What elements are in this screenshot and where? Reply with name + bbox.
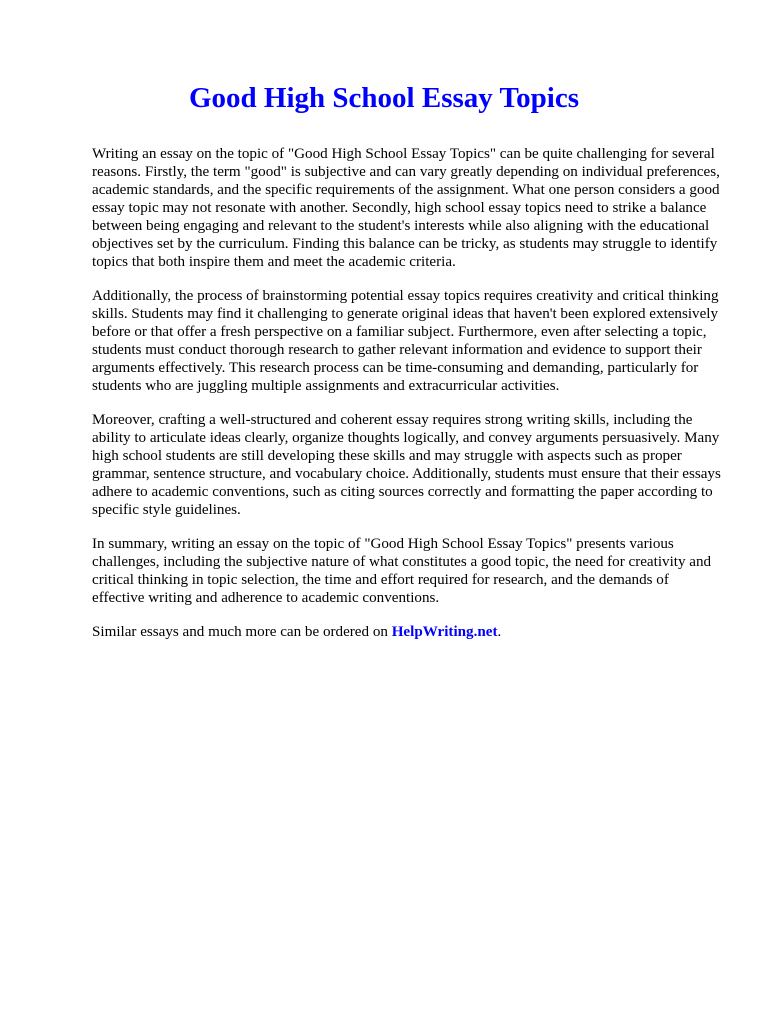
paragraph-1: Writing an essay on the topic of "Good High School Essay Topics" can be quite challenging for several reasons. Firstly, the term "good" is subjective and can vary greatly depending on individual preferences, academic standards, and the specific requirements of the assignment. What one person considers a good essay topic may not resonate with another. Secondly, high school essay topics need to strike a balance between being engaging and relevant to the student's interests while also aligning with the educational objectives set by the curriculum. Finding this balance can be tricky, as students may struggle to identify topics that both inspire them and meet the academic criteria. xyxy=(92,146,720,270)
footer-line xyxy=(92,623,722,641)
essay-body xyxy=(92,145,722,657)
page-title: Good High School Essay Topics xyxy=(188,82,580,114)
footer-suffix: . xyxy=(497,624,502,640)
footer-prefix: Similar essays and much more can be ordered on xyxy=(92,624,392,640)
helpwriting-link[interactable]: HelpWriting.net xyxy=(391,624,498,640)
paragraph-2: Additionally, the process of brainstorming potential essay topics requires creativity and critical thinking skills. Students may find it challenging to generate original ideas that haven't been explored extensively before or that offer a fresh perspective on a familiar subject. Furthermore, even after selecting a topic, students must conduct thorough research to gather relevant information and evidence to support their arguments effectively. This research process can be time-consuming and demanding, particularly for students who are juggling multiple assignments and extracurricular activities. xyxy=(92,288,719,394)
paragraph-4: In summary, writing an essay on the topic of "Good High School Essay Topics" presents various challenges, including the subjective nature of what constitutes a good topic, the need for creativity and critical thinking in topic selection, the time and effort required for research, and the demands of effective writing and adherence to academic conventions. xyxy=(92,536,712,606)
paragraph-3: Moreover, crafting a well-structured and coherent essay requires strong writing skills, including the ability to articulate ideas clearly, organize thoughts logically, and convey arguments persuasively. Many high school students are still developing these skills and may struggle with aspects such as proper grammar, sentence structure, and vocabulary choice. Additionally, students must ensure that their essays adhere to academic conventions, such as citing sources correctly and formatting the paper according to specific style guidelines. xyxy=(92,412,721,518)
